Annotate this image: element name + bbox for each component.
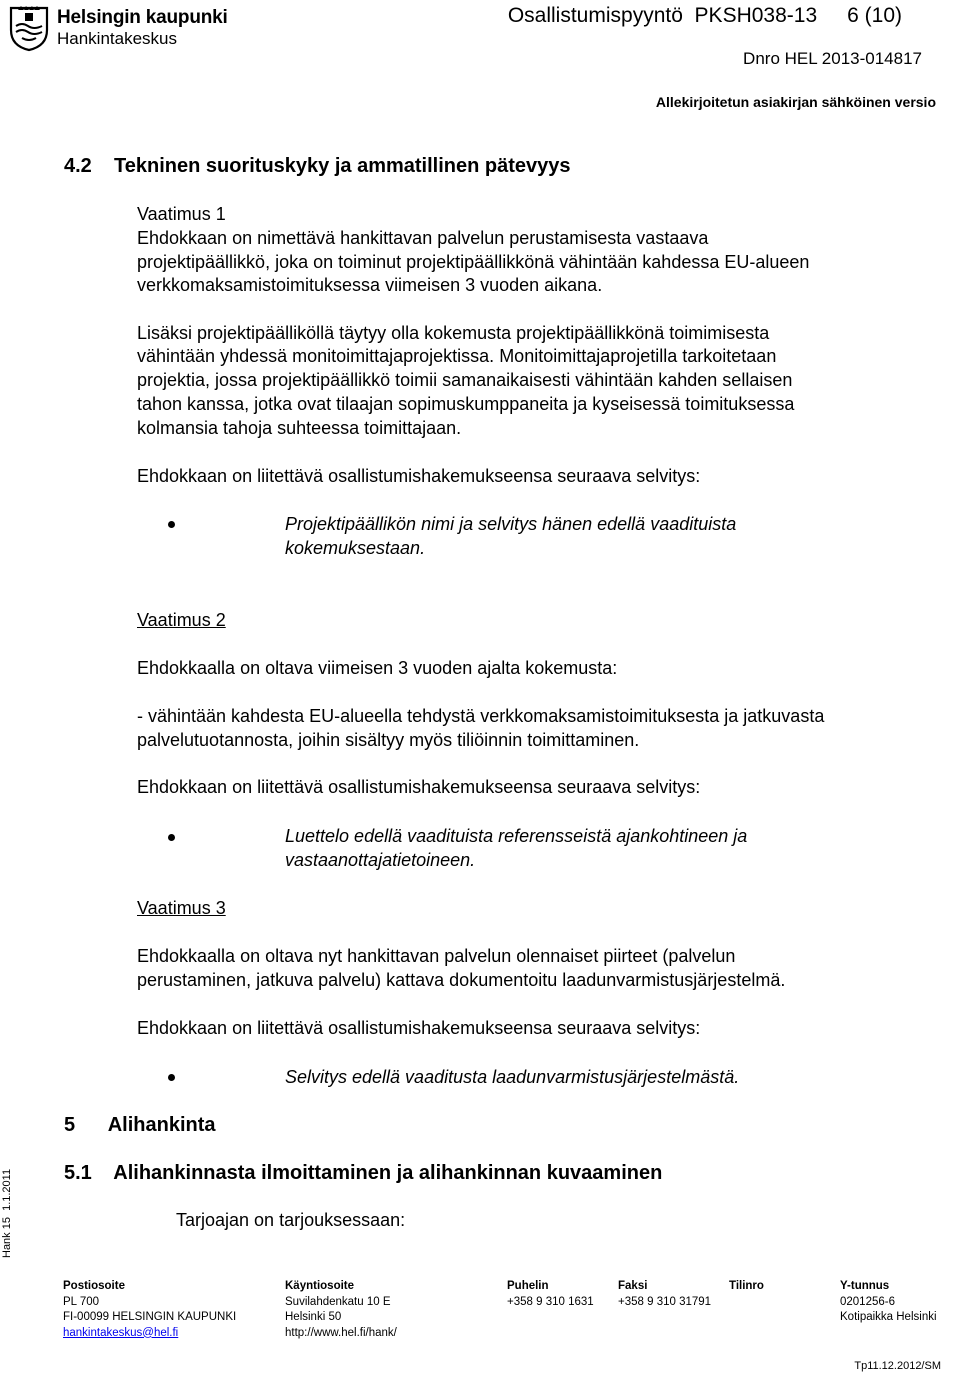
req2-title: Vaatimus 2 xyxy=(137,610,226,630)
footer-line: 0201256-6 xyxy=(840,1295,895,1308)
bullet-dot xyxy=(168,1074,175,1081)
footer-line: Suvilahdenkatu 10 E xyxy=(285,1295,391,1308)
req1-p1-line3: verkkomaksamistoimituksessa viimeisen 3 vuoden aikana. xyxy=(137,275,603,295)
page-number: 6 (10) xyxy=(847,4,902,27)
req2-item-line2: palvelutuotannosta, joihin sisältyy myös tiliöinnin toimittaminen. xyxy=(137,730,640,750)
footer-label: Y-tunnus xyxy=(840,1280,890,1292)
req1-p1-line2: projektipäällikkö, joka on toiminut projektipäällikkönä vähintään kahdessa EU-alueen xyxy=(137,252,810,272)
footer-line: Helsinki 50 xyxy=(285,1311,342,1323)
dnro: Dnro HEL 2013-014817 xyxy=(743,49,922,68)
signed-note: Allekirjoitetun asiakirjan sähköinen versio xyxy=(655,94,936,110)
footer-label: Postiosoite xyxy=(63,1280,125,1292)
footer-label: Faksi xyxy=(618,1280,648,1292)
footer-business-id xyxy=(840,1279,937,1326)
req3-title: Vaatimus 3 xyxy=(137,898,226,918)
footer-url[interactable]: http://www.hel.fi/hank/ xyxy=(285,1326,397,1339)
req1-p2-line3: projektia, jossa projektipäällikkö toimii samanaikaisesti vähintään kahden sellaisen xyxy=(137,370,793,390)
req3-attach-note: Ehdokkaan on liitettävä osallistumishakemukseensa seuraava selvitys: xyxy=(137,1018,701,1038)
req2-bullet-line2: vastaanottajatietoineen. xyxy=(285,850,476,870)
brand-unit: Hankintakeskus xyxy=(57,29,178,48)
req1-bullet-line1: Projektipäällikön nimi ja selvitys hänen edellä vaadituista xyxy=(285,514,737,534)
footer-fax xyxy=(618,1279,711,1310)
req1-p2-line5: kolmansia tahoja suhteessa toimittajaan. xyxy=(137,418,462,438)
footer-line: FI-00099 HELSINGIN KAUPUNKI xyxy=(63,1311,237,1323)
bullet-dot xyxy=(168,834,175,841)
side-mark: Hank 15 1.1.2011 xyxy=(1,1168,13,1258)
req3-bullet: Selvitys edellä vaaditusta laadunvarmistusjärjestelmästä. xyxy=(285,1067,740,1087)
req2-attach-note: Ehdokkaan on liitettävä osallistumishakemukseensa seuraava selvitys: xyxy=(137,777,701,797)
req1-p1-line1: Ehdokkaan on nimettävä hankittavan palvelun perustamisesta vastaava xyxy=(137,228,709,248)
req2-bullet-line1: Luettelo edellä vaadituista referensseistä ajankohtineen ja xyxy=(285,826,748,846)
footer-label: Käyntiosoite xyxy=(285,1280,355,1292)
footer-line: +358 9 310 1631 xyxy=(507,1295,594,1308)
footer-code: Tp11.12.2012/SM xyxy=(854,1360,941,1372)
brand-name: Helsingin kaupunki xyxy=(57,7,228,28)
section-heading-5-1: 5.1 Alihankinnasta ilmoittaminen ja alihankinnan kuvaaminen xyxy=(64,1162,663,1184)
req3-intro-line1: Ehdokkaalla on oltava nyt hankittavan palvelun olennaiset piirteet (palvelun xyxy=(137,946,736,966)
footer-line: +358 9 310 31791 xyxy=(618,1295,712,1308)
req1-p2-line4: tahon kanssa, jotka ovat tilaajan sopimuskumppaneita ja kyseisessä toimituksessa xyxy=(137,394,795,414)
document-title xyxy=(508,4,902,28)
section-heading-4-2: 4.2 Tekninen suorituskyky ja ammatillinen pätevyys xyxy=(64,155,571,177)
req2-intro: Ehdokkaalla on oltava viimeisen 3 vuoden ajalta kokemusta: xyxy=(137,658,618,678)
bullet-dot xyxy=(168,521,175,528)
footer-account xyxy=(729,1279,764,1295)
req1-attach-note: Ehdokkaan on liitettävä osallistumishakemukseensa seuraava selvitys: xyxy=(137,466,701,486)
footer-line: PL 700 xyxy=(63,1295,100,1308)
req1-bullet-line2: kokemuksestaan. xyxy=(285,538,426,558)
footer-postal-address xyxy=(63,1279,236,1341)
req1-p2-line1: Lisäksi projektipäälliköllä täytyy olla kokemusta projektipäällikkönä toimimisesta xyxy=(137,323,770,343)
req1-title: Vaatimus 1 xyxy=(137,204,226,224)
section-5-1-text: Tarjoajan on tarjouksessaan: xyxy=(176,1210,406,1230)
footer-email-link[interactable]: hankintakeskus@hel.fi xyxy=(63,1326,179,1339)
req1-p2-line2: vähintään yhdessä monitoimittajaprojektissa. Monitoimittajaprojetilla tarkoitetaan xyxy=(137,346,777,366)
section-heading-5: 5 Alihankinta xyxy=(64,1114,216,1136)
req3-intro-line2: perustaminen, jatkuva palvelu) kattava dokumentoitu laadunvarmistusjärjestelmä. xyxy=(137,970,786,990)
helsinki-crest-icon xyxy=(8,4,50,52)
document-id: Osallistumispyyntö PKSH038-13 xyxy=(507,4,818,27)
footer-label: Puhelin xyxy=(507,1280,549,1292)
footer-label: Tilinro xyxy=(729,1280,764,1292)
footer-visit-address xyxy=(285,1279,397,1341)
footer-line: Kotipaikka Helsinki xyxy=(840,1311,937,1323)
footer-phone xyxy=(507,1279,594,1310)
req2-item-line1: - vähintään kahdesta EU-alueella tehdystä verkkomaksamistoimituksesta ja jatkuvasta xyxy=(137,706,825,726)
